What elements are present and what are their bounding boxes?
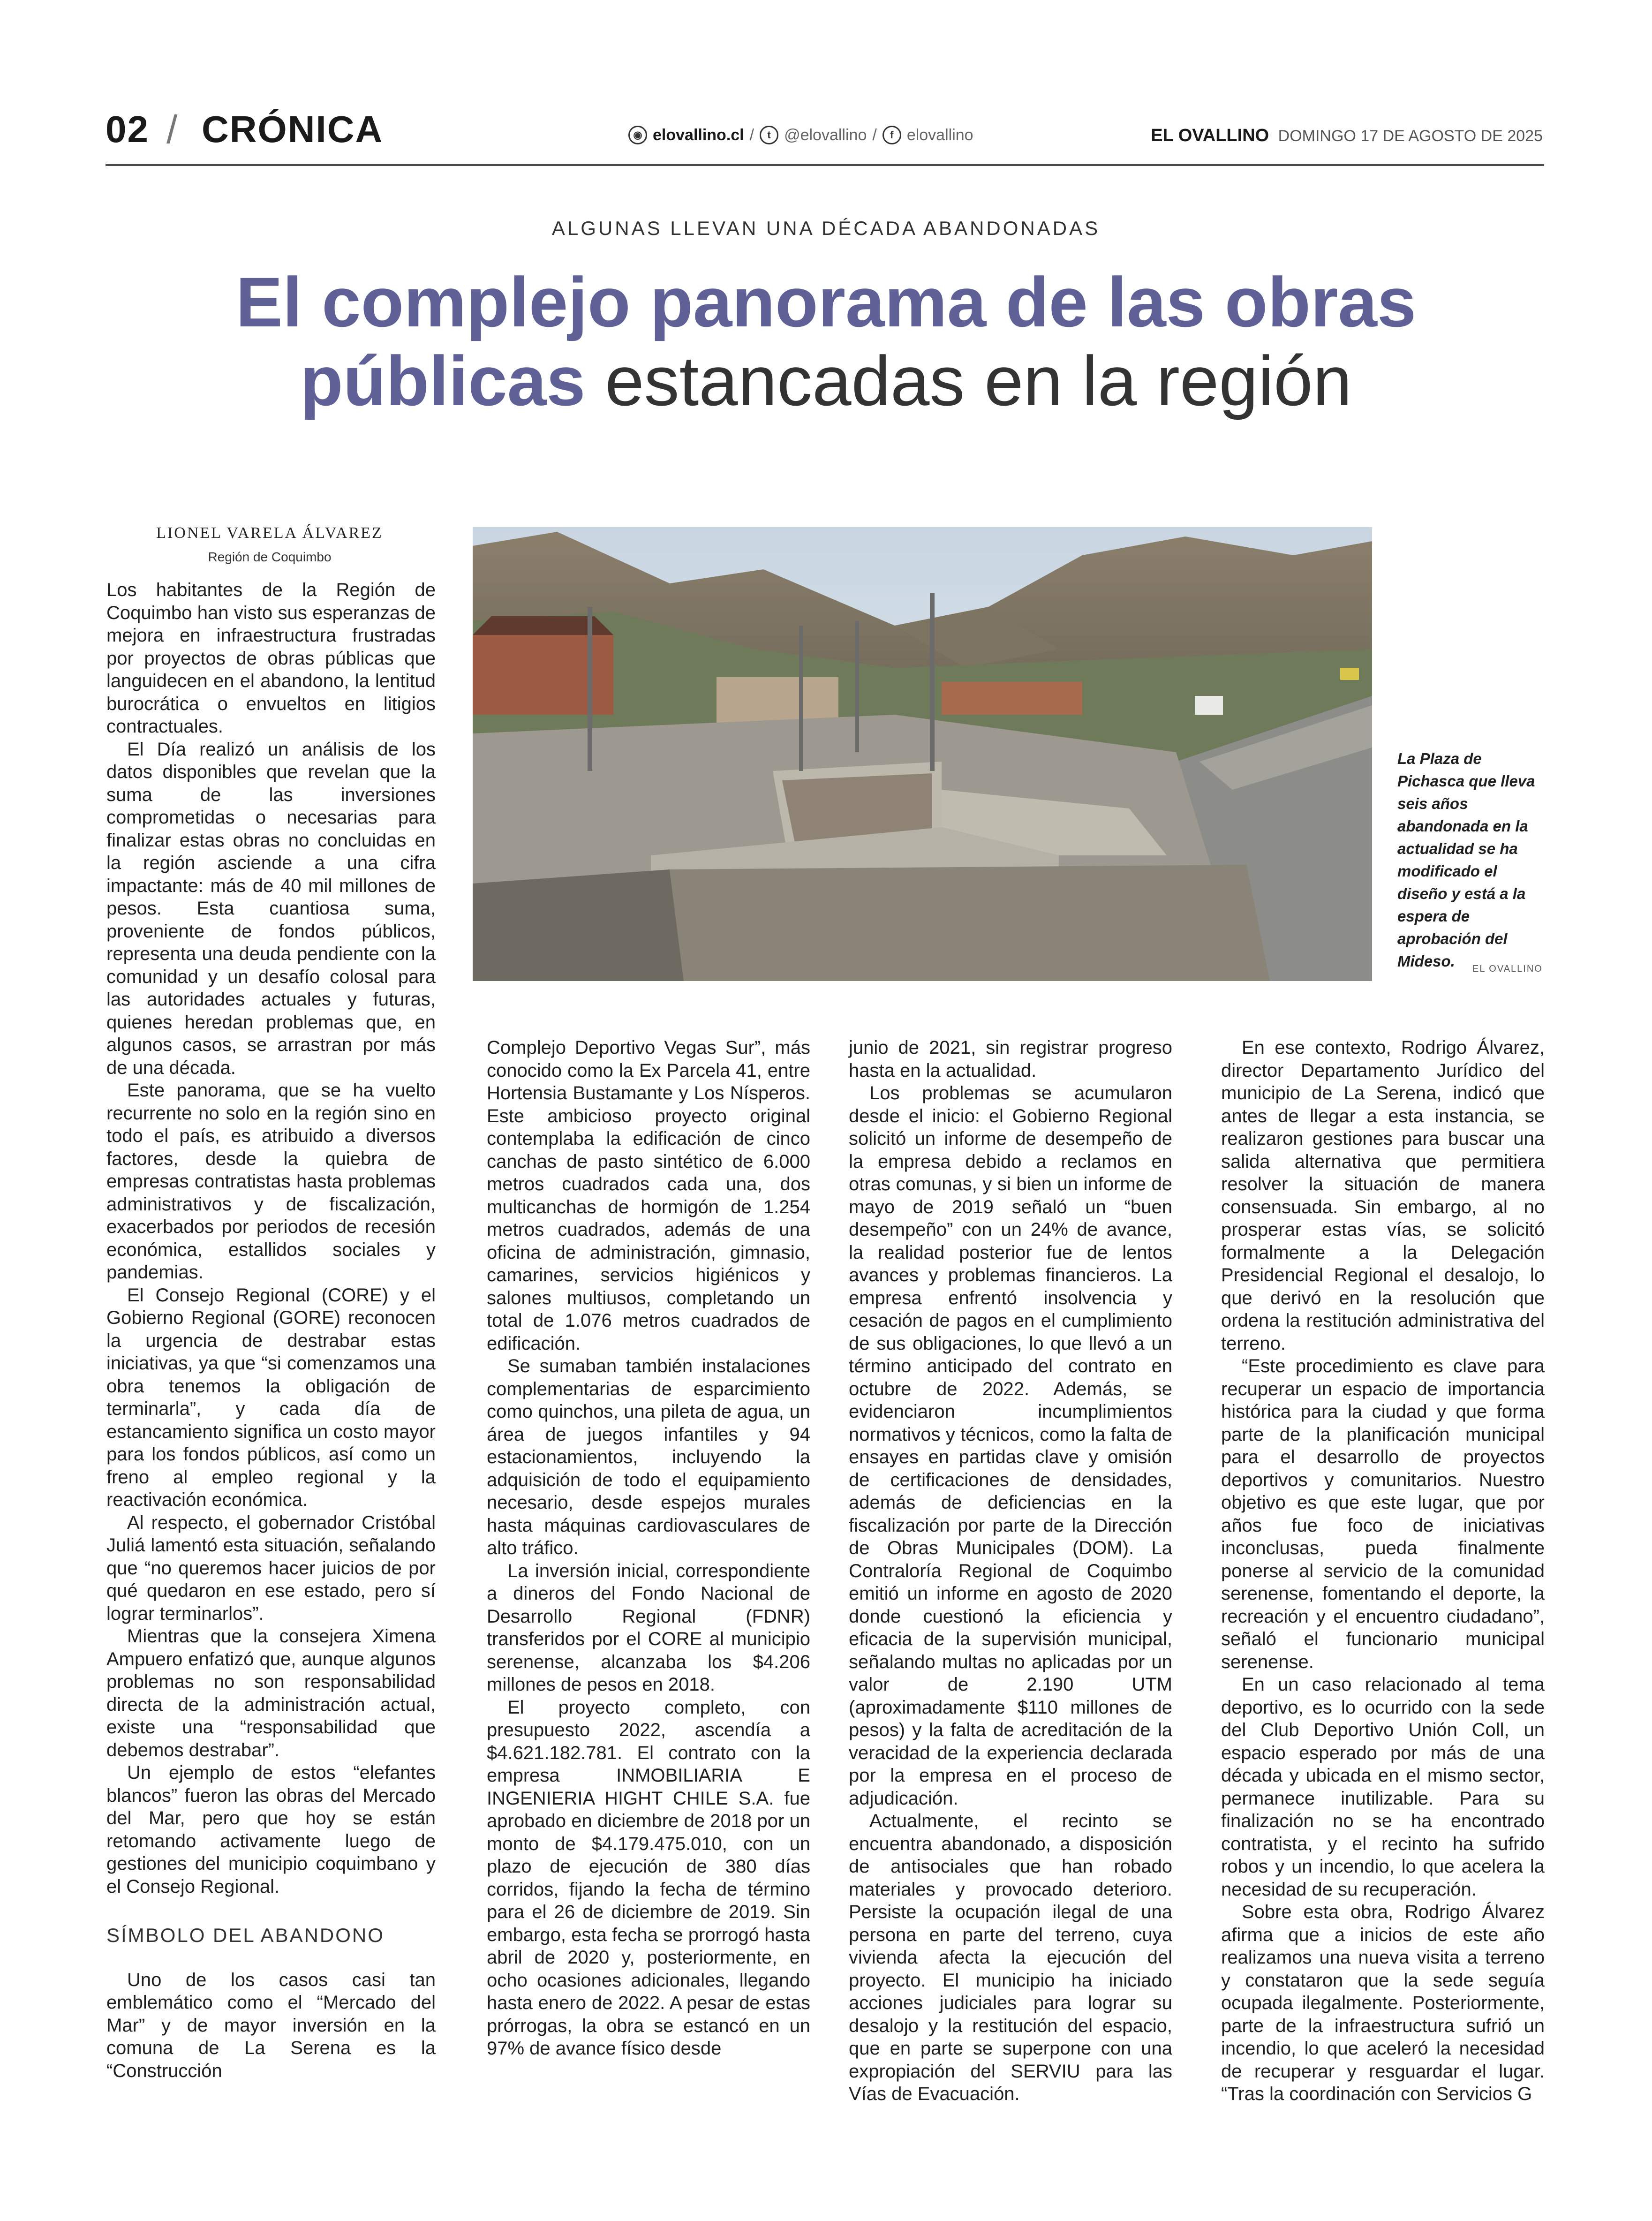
author-name: LIONEL VARELA ÁLVAREZ (156, 524, 383, 542)
paragraph: El proyecto completo, con presupuesto 2022, ascendía a $4.621.182.781. El contrato con la empresa INMOBILIARIA E INGENIERIA HIGHT CHILE S.A. fue aprobado en diciembre de 2018 por un monto de $4.179.475.010, con un plazo de ejecución de 380 días corridos, fijando la fecha de término para el 26 de diciembre de 2019. Sin embargo, esta fecha se prorrogó hasta abril de 2020 y, posteriormente, en ocho ocasiones adicionales, llegando hasta enero de 2022. A pesar de estas prórrogas, la obra se estancó en un 97% de avance físico desde (487, 1697, 810, 2059)
twitter-handle[interactable]: @elovallino (784, 126, 867, 144)
issue-date: DOMINGO 17 DE AGOSTO DE 2025 (1278, 127, 1543, 145)
article-photo (473, 527, 1372, 981)
photo-caption: La Plaza de Pichasca que lleva seis años abandonada en la actualidad se ha modificado el diseño y está a la espera de aprobación del Mideso. (1397, 750, 1535, 970)
author-location: Región de Coquimbo (208, 550, 332, 564)
article-column-4 (1221, 1036, 1545, 2106)
paragraph: El Día realizó un análisis de los datos disponibles que revelan que la suma de las inversiones comprometidas o necesarias para finalizar estas obras no concluidas en la región asciende a una cifra impactante: más de 40 mil millones de pesos. Esta cuantiosa suma, proveniente de fondos públicos, representa una deuda pendiente con la comunidad y un desafío colosal para las autoridades actuales y futuras, quienes heredan problemas que, en algunos casos, se arrastran por más de una década. (106, 739, 436, 1078)
masthead-dateline (1151, 126, 1543, 146)
paragraph: Sobre esta obra, Rodrigo Álvarez afirma que a inicios de este año realizamos una nueva visita a terreno y constataron que la sede seguía ocupada ilegalmente. Posteriormente, parte de la infraestructura sufrió un incendio, lo que aceleró la necesidad de recuperar y resguardar el lugar. “Tras la coordinación con Servicios G (1221, 1902, 1545, 2104)
paragraph: Complejo Deportivo Vegas Sur”, más conocido como la Ex Parcela 41, entre Hortensia Bustamante y Los Nísperos. Este ambicioso proyecto original contemplaba la edificación de cinco canchas de pasto sintético de 6.000 metros cuadrados cada una, dos multicanchas de hormigón de 1.254 metros cuadrados, además de una oficina de administración, gimnasio, camarines, servicios higiénicos y salones multiusos, completando un total de 1.076 metros cuadrados de edificación. (487, 1037, 810, 1354)
paragraph: Al respecto, el gobernador Cristóbal Juliá lamentó esta situación, señalando que “no queremos hacer juicios de por qué quedaron en ese estado, pero sí lograr terminarlos”. (106, 1512, 436, 1624)
paragraph: Actualmente, el recinto se encuentra abandonado, a disposición de antisociales que han robado materiales y provocado deterioro. Persiste la ocupación ilegal de una persona en parte del terreno, cuya vivienda afecta la ejecución del proyecto. El municipio ha iniciado acciones judiciales para lograr su desalojo y la restitución del espacio, que en parte se superpone con una expropiación del SERVIU para las Vías de Evacuación. (849, 1811, 1172, 2104)
paragraph: En ese contexto, Rodrigo Álvarez, director Departamento Jurídico del municipio de La Serena, indicó que antes de llegar a esta instancia, se realizaron gestiones para buscar una salida alternativa que permitiera resolver la situación de manera consensuada. Sin embargo, al no prosperar estas vías, se solicitó formalmente a la Delegación Presidencial Regional el desalojo, lo que derivó en la resolución que ordena la restitución administrativa del terreno. (1221, 1037, 1545, 1354)
paragraph: Los problemas se acumularon desde el inicio: el Gobierno Regional solicitó un informe de desempeño de la empresa debido a reclamos en otras comunas, y si bien un informe de mayo de 2019 señaló un “buen desempeño” con un 24% de avance, la realidad posterior fue de lentos avances y problemas financieros. La empresa enfrentó insolvencia y cesación de pagos en el cumplimiento de sus obligaciones, lo que llevó a un término anticipado del contrato en octubre de 2022. Además, se evidenciaron incumplimientos normativos y técnicos, como la falta de ensayes en partidas clave y omisión de certificaciones de densidades, además de deficiencias en la fiscalización por parte de la Dirección de Obras Municipales (DOM). La Contraloría Regional de Coquimbo emitió un informe en agosto de 2020 donde cuestionó la eficiencia y eficacia de la supervisión municipal, señalando multas no aplicadas por un valor de 2.190 UTM (aproximadamente $110 millones de pesos) y la falta de acreditación de la veracidad de la experiencia declarada por la empresa en el proceso de adjudicación. (849, 1083, 1172, 1809)
web-globe-icon: ◉ (628, 126, 647, 144)
facebook-handle[interactable]: elovallino (906, 126, 973, 144)
section-subhead: SÍMBOLO DEL ABANDONO (106, 1924, 385, 1946)
brand-name: EL OVALLINO (1151, 126, 1269, 145)
photo-credit: EL OVALLINO (1472, 964, 1543, 974)
headline-line-2-bold: públicas (300, 341, 586, 420)
paragraph: El Consejo Regional (CORE) y el Gobierno Regional (GORE) reconocen la urgencia de destrabar estas iniciativas, ya que “si comenzamos una obra tenemos la obligación de terminarla”, y cada día de estancamiento significa un costo mayor para los fondos públicos, así como un freno al empleo regional y la reactivación económica. (106, 1284, 436, 1510)
website-link[interactable]: elovallino.cl (653, 126, 744, 144)
paragraph: “Este procedimiento es clave para recuperar un espacio de importancia histórica para la ciudad y que forma parte de la planificación municipal para el desarrollo de proyectos deportivos y comunitarios. Nuestro objetivo es que este lugar, que por años fue foco de iniciativas inconclusas, pueda finalmente ponerse al servicio de la comunidad serenense, fomentando el deporte, la recreación y el encuentro ciudadano”, señaló el funcionario municipal serenense. (1221, 1356, 1545, 1672)
paragraph: Mientras que la consejera Ximena Ampuero enfatizó que, aunque algunos problemas no son responsabilidad directa de la administración actual, existe una “responsabilidad que debemos destrabar”. (106, 1626, 436, 1760)
paragraph: Los habitantes de la Región de Coquimbo han visto sus esperanzas de mejora en infraestructura frustradas por proyectos de obras públicas que languidecen en el abandono, la lentitud burocrática o envueltos en litigios contractuales. (106, 580, 436, 737)
article-column-2 (487, 1036, 810, 2060)
twitter-icon: t (760, 126, 778, 144)
article-column-1 (106, 579, 436, 2082)
section-title: CRÓNICA (202, 108, 384, 150)
paragraph: Uno de los casos casi tan emblemático como el “Mercado del Mar” y de mayor inversión en la comuna de La Serena es la “Construcción (106, 1969, 436, 2081)
social-links (628, 126, 973, 144)
headline-line-2-regular: estancadas en la región (585, 341, 1352, 420)
header-rule (106, 164, 1544, 166)
social-separator: / (749, 126, 754, 144)
headline-line-1: El complejo panorama de las obras (235, 263, 1417, 341)
paragraph: Se sumaban también instalaciones complementarias de esparcimiento como quinchos, una pileta de agua, un área de juegos infantiles y 94 estacionamientos, incluyendo la adquisición de todo el equipamiento necesario, desde espejos murales hasta máquinas cardiovasculares de alto tráfico. (487, 1356, 810, 1558)
article-kicker: ALGUNAS LLEVAN UNA DÉCADA ABANDONADAS (551, 217, 1101, 239)
paragraph: Un ejemplo de estos “elefantes blancos” fueron las obras del Mercado del Mar, pero que hoy se están retomando activamente luego de gestiones del municipio coquimbano y el Consejo Regional. (106, 1762, 436, 1897)
paragraph: junio de 2021, sin registrar progreso hasta en la actualidad. (849, 1037, 1172, 1081)
social-separator: / (872, 126, 877, 144)
facebook-icon: f (883, 126, 901, 144)
page-number: 02 (106, 108, 149, 150)
paragraph: En un caso relacionado al tema deportivo, es lo ocurrido con la sede del Club Deportivo Unión Coll, un espacio esperado por más de una década y ubicada en el mismo sector, permanece inutilizable. Para su finalización no se ha encontrado contratista, y el recinto ha sufrido robos y un incendio, lo que acelera la necesidad de su recuperación. (1221, 1674, 1545, 1900)
paragraph: La inversión inicial, correspondiente a dineros del Fondo Nacional de Desarrollo Regional (FDNR) transferidos por el CORE al municipio serenense, alcanzaba los $4.206 millones de pesos en 2018. (487, 1560, 810, 1695)
paragraph: Este panorama, que se ha vuelto recurrente no solo en la región sino en todo el país, es atribuido a diversos factores, desde la quiebra de empresas contratistas hasta problemas administrativos y de fiscalización, exacerbados por periodos de recesión económica, estallidos sociales y pandemias. (106, 1080, 436, 1283)
article-headline (0, 263, 1652, 420)
plaza-pichasca-image (473, 527, 1372, 981)
article-column-3 (849, 1036, 1172, 2106)
header-separator: / (166, 107, 178, 151)
